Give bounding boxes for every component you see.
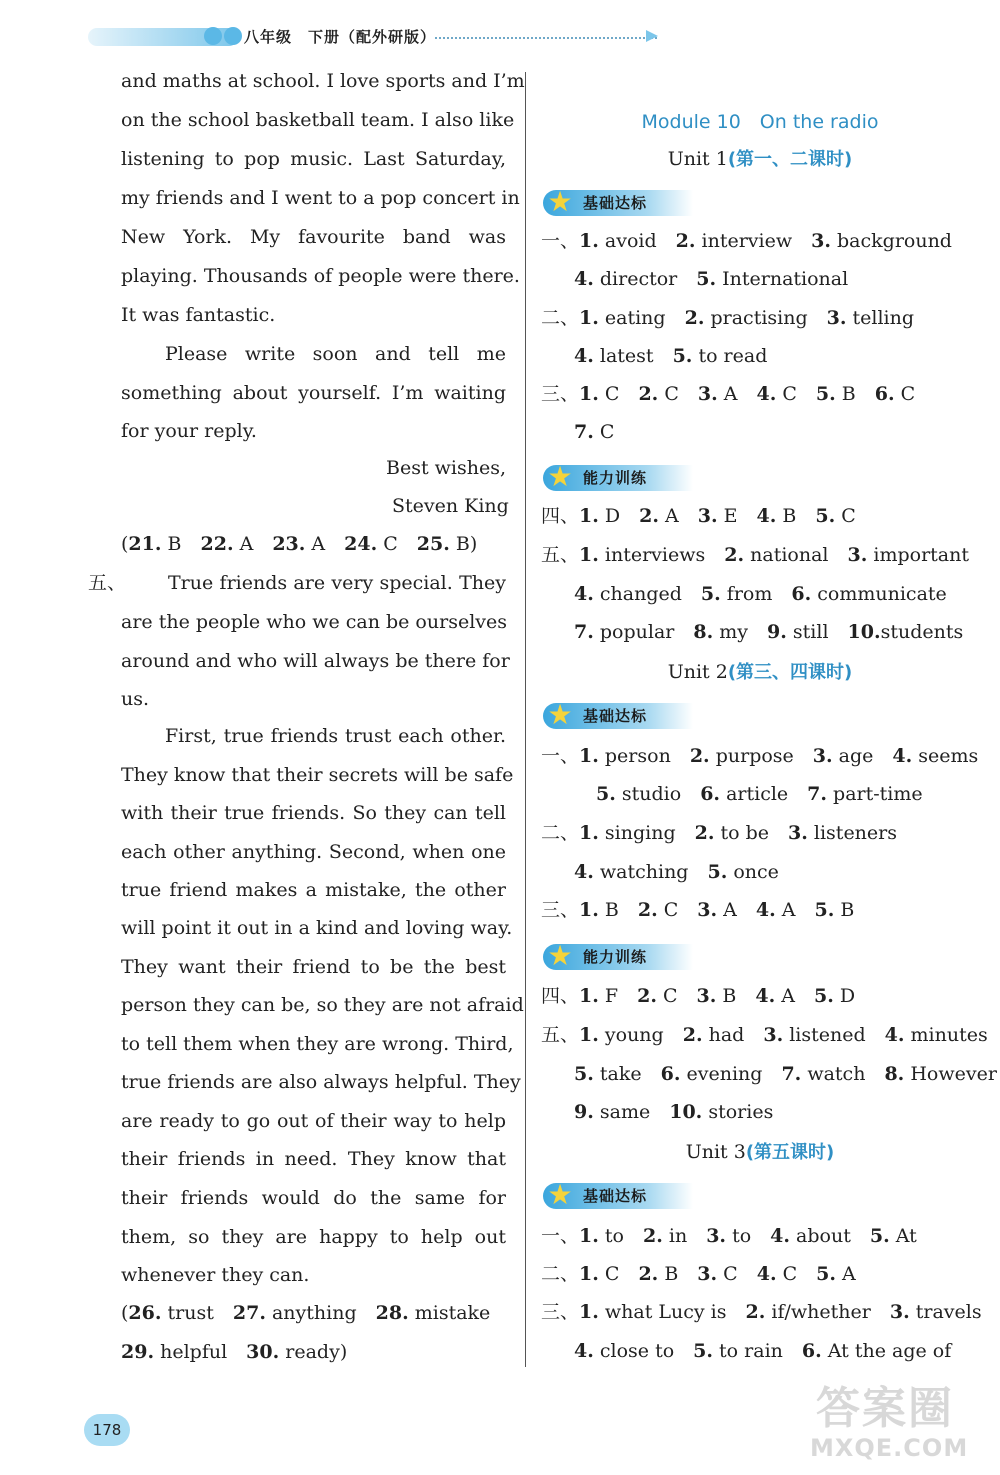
answer-row: 三、1. what Lucy is 2. if/whether 3. travels (541, 1301, 982, 1323)
text-line: They know that their secrets will be safe (121, 764, 514, 786)
text-line: It was fantastic. (121, 304, 276, 326)
text-line: to tell them when they are wrong. Third, (121, 1033, 514, 1055)
text-line: playing. Thousands of people were there. (121, 265, 520, 287)
answer-row: 4. changed 5. from 6. communicate (574, 583, 947, 605)
star-icon: ★ (547, 1178, 573, 1211)
text-line: New York. My favourite band was (121, 226, 506, 248)
text-line: us. (121, 688, 150, 710)
answer-row: 9. same 10. stories (574, 1101, 774, 1123)
answer-row: 四、1. F 2. C 3. B 4. A 5. D (541, 985, 856, 1007)
watermark-logo: 答案圈 MXQE.COM (810, 1383, 969, 1462)
text-line: whenever they can. (121, 1264, 310, 1286)
text-line: and maths at school. I love sports and I’m (121, 70, 525, 92)
text-line: Please write soon and tell me (165, 343, 506, 365)
unit-heading: Unit 1(第一、二课时) (667, 148, 853, 170)
header-dotted-line (435, 37, 657, 39)
answer-line: 29. helpful 30. ready) (121, 1341, 348, 1363)
text-line: are ready to go out of their way to help (121, 1110, 506, 1132)
answer-row: 4. watching 5. once (574, 861, 779, 883)
section-tag: ★ 基础达标 (543, 703, 693, 729)
text-line: are the people who we can be ourselves (121, 611, 507, 633)
star-icon: ★ (547, 939, 573, 972)
arrow-icon (646, 30, 658, 42)
answer-row: 4. close to 5. to rain 6. At the age of (574, 1340, 952, 1362)
answer-row: 4. latest 5. to read (574, 345, 768, 367)
text-line: listening to pop music. Last Saturday, (121, 148, 506, 170)
answer-row: 二、1. C 2. B 3. C 4. C 5. A (541, 1263, 856, 1285)
text-line: with their true friends. So they can tell (121, 802, 506, 824)
answer-line: (26. trust 27. anything 28. mistake (121, 1302, 491, 1324)
text-line: They want their friend to be the best (121, 956, 506, 978)
text-line: their friends in need. They know that (121, 1148, 506, 1170)
unit-heading: Unit 3(第五课时) (685, 1141, 835, 1163)
unit-heading: Unit 2(第三、四课时) (667, 661, 853, 683)
section-tag: ★ 基础达标 (543, 190, 693, 216)
text-line: something about yourself. I’m waiting (121, 382, 506, 404)
text-line: true friend makes a mistake, the other (121, 879, 506, 901)
section-tag: ★ 能力训练 (543, 944, 693, 970)
star-icon: ★ (547, 698, 573, 731)
star-icon: ★ (547, 460, 573, 493)
answer-row: 五、1. young 2. had 3. listened 4. minutes (541, 1024, 988, 1046)
answer-row: 5. take 6. evening 7. watch 8. However (574, 1063, 997, 1085)
answer-row: 一、1. avoid 2. interview 3. background (541, 230, 952, 252)
text-line: them, so they are happy to help out (121, 1226, 506, 1248)
text-line: each other anything. Second, when one (121, 841, 506, 863)
answer-line: (21. B 22. A 23. A 24. C 25. B) (121, 533, 478, 555)
answer-row: 7. popular 8. my 9. still 10.students (574, 621, 964, 643)
module-title: Module 10 On the radio (641, 111, 879, 133)
page-number: 178 (84, 1414, 130, 1446)
text-line: will point it out in a kind and loving way. (121, 917, 513, 939)
signature: Steven King (392, 495, 509, 517)
answer-row: 一、1. person 2. purpose 3. age 4. seems (541, 745, 979, 767)
text-line: true friends are also always helpful. They (121, 1071, 521, 1093)
text-line: First, true friends trust each other. (165, 725, 506, 747)
book-title: 八年级 下册（配外研版） (244, 28, 437, 46)
text-line: their friends would do the same for (121, 1187, 506, 1209)
section-tag: ★ 能力训练 (543, 465, 693, 491)
text-line: my friends and I went to a pop concert in (121, 187, 520, 209)
star-icon: ★ (547, 185, 573, 218)
text-line: around and who will always be there for (121, 650, 510, 672)
answer-row: 四、1. D 2. A 3. E 4. B 5. C (541, 505, 856, 527)
answer-row: 二、1. singing 2. to be 3. listeners (541, 822, 897, 844)
text-line: True friends are very special. They (168, 572, 506, 594)
section-label: 五、 (88, 572, 127, 594)
text-line: person they can be, so they are not afraid (121, 994, 524, 1016)
answer-row: 5. studio 6. article 7. part-time (596, 783, 923, 805)
answer-row: 三、1. B 2. C 3. A 4. A 5. B (541, 899, 855, 921)
closing: Best wishes, (386, 457, 506, 479)
text-line: on the school basketball team. I also like (121, 109, 515, 131)
answer-row: 7. C (574, 421, 615, 443)
section-tag: ★ 基础达标 (543, 1183, 693, 1209)
answer-row: 二、1. eating 2. practising 3. telling (541, 307, 915, 329)
header-dots (204, 27, 244, 49)
answer-row: 4. director 5. International (574, 268, 849, 290)
text-line: for your reply. (121, 420, 257, 442)
column-divider (525, 72, 526, 1367)
answer-row: 一、1. to 2. in 3. to 4. about 5. At (541, 1225, 917, 1247)
answer-row: 三、1. C 2. C 3. A 4. C 5. B 6. C (541, 383, 916, 405)
answer-row: 五、1. interviews 2. national 3. important (541, 544, 969, 566)
